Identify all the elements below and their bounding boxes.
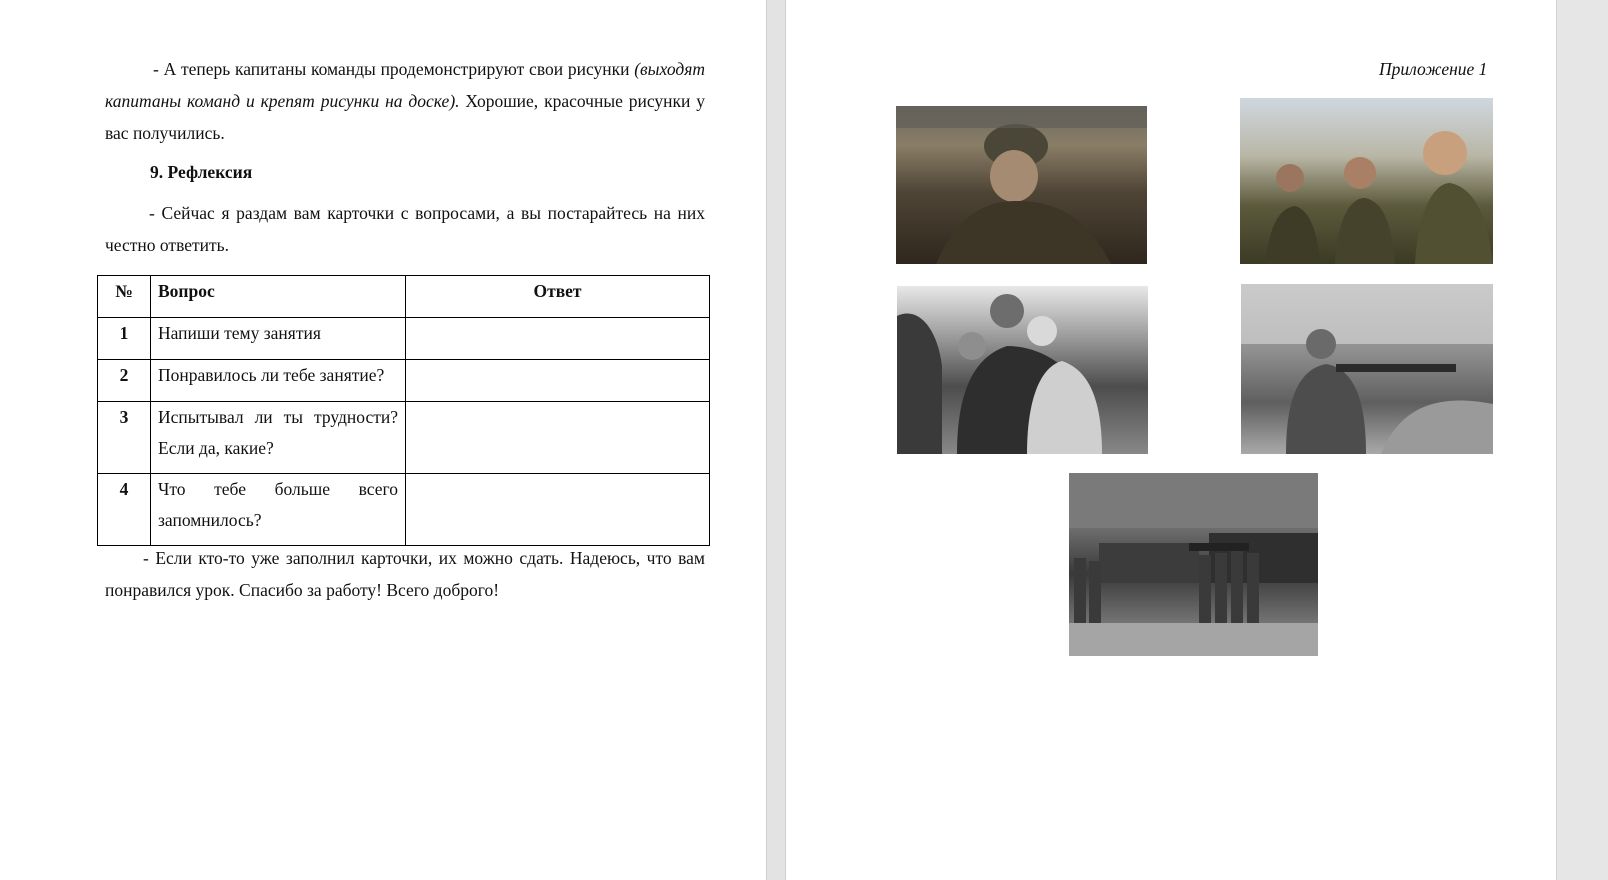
intro-italic-text: (выходят капитаны команд и крепят рисунки на доске). bbox=[105, 59, 705, 111]
row-question: Испытывал ли ты трудности? Если да, какие? bbox=[151, 402, 406, 474]
row-question: Понравилось ли тебе занятие? bbox=[151, 360, 406, 402]
table-header-row bbox=[98, 276, 710, 318]
intro-tail-text: Хорошие, красочные рисунки у вас получились. bbox=[105, 91, 705, 143]
soldier-in-helmet-photo[interactable] bbox=[896, 106, 1147, 264]
header-question: Вопрос bbox=[151, 276, 406, 318]
table-row bbox=[98, 402, 710, 474]
appendix-label: Приложение 1 bbox=[1379, 59, 1488, 79]
row-number: 3 bbox=[98, 402, 151, 474]
row-question: Что тебе больше всего запомнилось? bbox=[151, 474, 406, 546]
row-number: 2 bbox=[98, 360, 151, 402]
table-row bbox=[98, 318, 710, 360]
intro-paragraph bbox=[105, 53, 705, 149]
row-number: 1 bbox=[98, 318, 151, 360]
questions-table bbox=[97, 275, 710, 546]
row-answer[interactable] bbox=[406, 360, 710, 402]
table-row bbox=[98, 474, 710, 546]
soldier-firing-photo[interactable] bbox=[1241, 284, 1493, 454]
header-number: № bbox=[98, 276, 151, 318]
row-answer[interactable] bbox=[406, 402, 710, 474]
embracing-reunion-photo[interactable] bbox=[897, 286, 1148, 454]
section-heading: 9. Рефлексия bbox=[150, 162, 253, 182]
scroll-area[interactable] bbox=[1556, 0, 1608, 880]
instruction-paragraph: - Сейчас я раздам вам карточки с вопросами, а вы постарайтесь на них честно ответить. bbox=[105, 203, 705, 255]
closing-paragraph: - Если кто-то уже заполнил карточки, их можно сдать. Надеюсь, что вам понравился урок. Спасибо за работу! Всего доброго! bbox=[105, 548, 705, 600]
row-question: Напиши тему занятия bbox=[151, 318, 406, 360]
page-gap bbox=[766, 0, 786, 880]
row-answer[interactable] bbox=[406, 318, 710, 360]
row-answer[interactable] bbox=[406, 474, 710, 546]
soldiers-drinking-photo[interactable] bbox=[1240, 98, 1493, 264]
row-number: 4 bbox=[98, 474, 151, 546]
header-answer: Ответ bbox=[406, 276, 710, 318]
table-row bbox=[98, 360, 710, 402]
tanks-and-soldiers-photo[interactable] bbox=[1069, 473, 1318, 656]
intro-lead-text: - А теперь капитаны команды продемонстрируют свои рисунки bbox=[153, 59, 635, 79]
